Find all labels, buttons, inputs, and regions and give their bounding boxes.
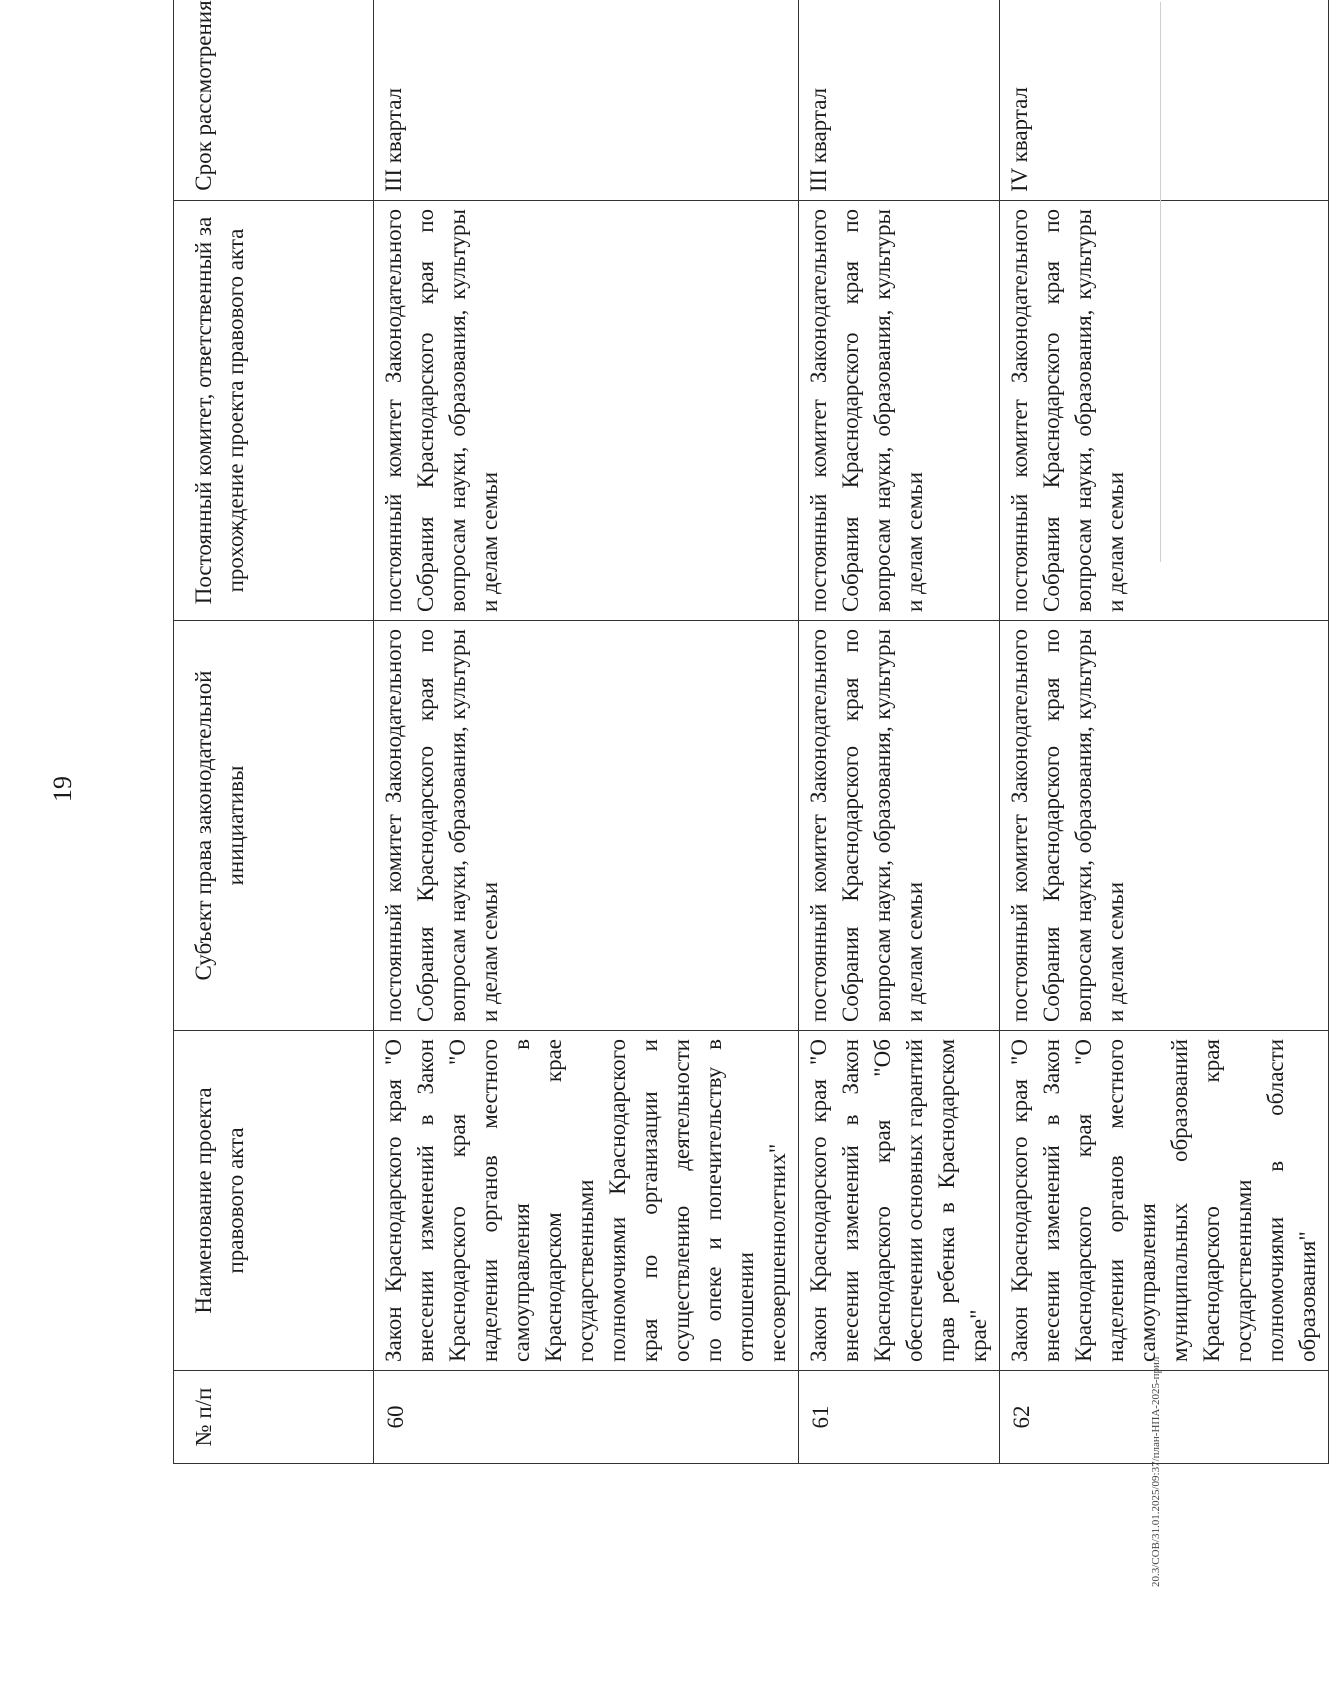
row-number: 62 [1000, 1371, 1329, 1464]
header-subject: Субъект права законодательной инициативы [174, 621, 374, 1031]
table-header-row [174, 0, 374, 1464]
row-committee: постоянный комитет Законодательного Собрания Краснодарского края по вопросам науки, образования, культуры и делам семьи [1000, 201, 1329, 621]
row-committee: постоянный комитет Законодательного Собрания Краснодарского края по вопросам науки, образования, культуры и делам семьи [799, 201, 1000, 621]
row-committee: постоянный комитет Законодательного Собрания Краснодарского края по вопросам науки, образования, культуры и делам семьи [374, 201, 799, 621]
row-number: 60 [374, 1371, 799, 1464]
scan-edge-line [1160, 2, 1161, 562]
row-term: III квартал [374, 0, 799, 201]
row-term: IV квартал [1000, 0, 1329, 201]
row-title: Закон Краснодарского края "О внесении изменений в Закон Краснодарского края "Об обеспечении основных гарантий прав ребенка в Краснодарском крае" [799, 1031, 1000, 1371]
header-committee: Постоянный комитет, ответственный за прохождение проекта правового акта [174, 201, 374, 621]
header-title: Наименование проекта правового акта [174, 1031, 374, 1371]
row-subject: постоянный комитет Законодательного Собрания Краснодарского края по вопросам науки, образования, культуры и делам семьи [799, 621, 1000, 1031]
row-subject: постоянный комитет Законодательного Собрания Краснодарского края по вопросам науки, образования, культуры и делам семьи [374, 621, 799, 1031]
header-term: Срок рассмотрения [174, 0, 374, 201]
row-title: Закон Краснодарского края "О внесении изменений в Закон Краснодарского края "О наделении органов местного самоуправления в Краснодарском крае государственными полномочиями Краснодарского края по организации и осуществлению деятельности по опеке и попечительству в отношении несовершеннолетних" [374, 1031, 799, 1371]
table-row [1000, 0, 1329, 1464]
row-number: 61 [799, 1371, 1000, 1464]
table-row [374, 0, 799, 1464]
legislative-plan-table [173, 0, 1329, 1464]
row-term: III квартал [799, 0, 1000, 201]
header-number: № п/п [174, 1371, 374, 1464]
row-title: Закон Краснодарского края "О внесении изменений в Закон Краснодарского края "О наделении органов местного самоуправления муниципальных образований Краснодарского края государственными полномочиями в области образования" [1000, 1031, 1329, 1371]
page-number: 19 [48, 776, 77, 802]
document-code: 20.3/СОВ/31.01.2025/09:37/план-НПА-2025-прил [1150, 1356, 1162, 1587]
table-row [799, 0, 1000, 1464]
row-subject: постоянный комитет Законодательного Собрания Краснодарского края по вопросам науки, образования, культуры и делам семьи [1000, 621, 1329, 1031]
